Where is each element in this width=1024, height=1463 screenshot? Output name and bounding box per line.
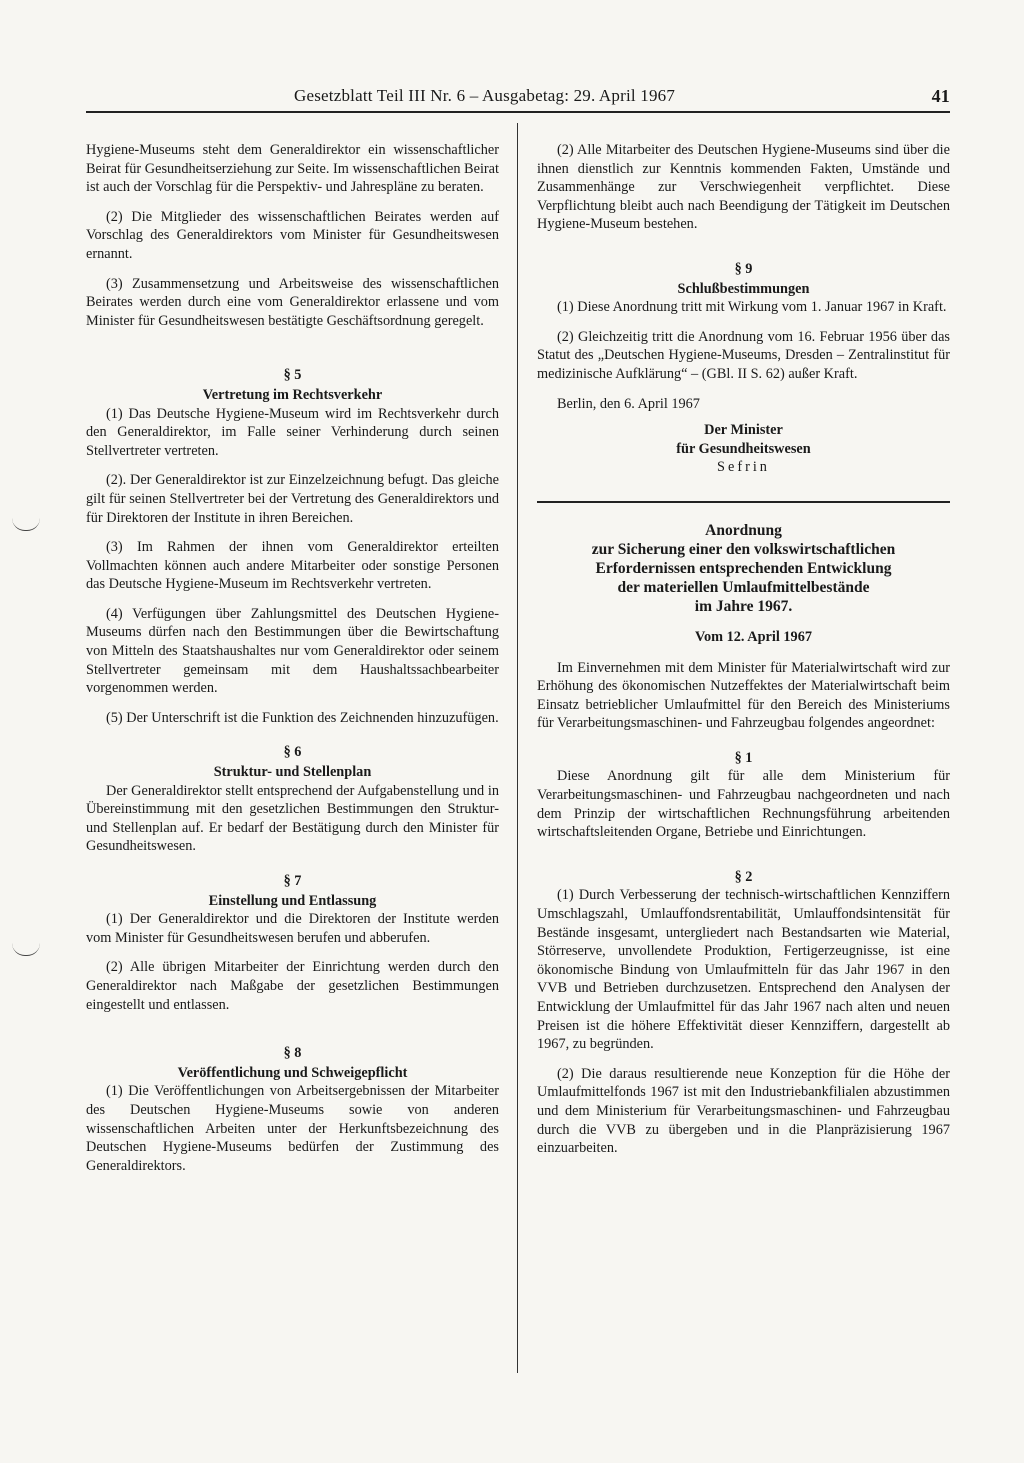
header-title: Gesetzblatt Teil III Nr. 6 – Ausgabetag: 29. April 1967 bbox=[294, 86, 676, 105]
section-heading: Vertretung im Rechtsverkehr bbox=[202, 386, 383, 403]
section-sign: § 7 bbox=[283, 873, 302, 889]
paragraph: (2) Die Mitglieder des wissenschaftlichen Beirates werden auf Vorschlag des Generaldirektors vom Minister für Gesundheitswesen ernannt. bbox=[86, 208, 499, 262]
ordinance-title-line: Anordnung bbox=[705, 521, 782, 539]
paragraph: (3) Zusammensetzung und Arbeitsweise des wissenschaftlichen Beirates werden durch eine vom Generaldirektor erlassene und vom Minister für Gesundheitswesen bestätigte Geschäftsordnung geregelt. bbox=[86, 275, 499, 329]
ordinance-date: Vom 12. April 1967 bbox=[694, 628, 813, 645]
section-sign: § 9 bbox=[734, 260, 753, 277]
right-column bbox=[537, 141, 950, 1158]
paragraph: (1) Diese Anordnung tritt mit Wirkung vom 1. Januar 1967 in Kraft. bbox=[557, 299, 947, 316]
section-heading: Veröffentlichung und Schweigepflicht bbox=[177, 1064, 408, 1081]
paragraph: (1) Die Veröffentlichungen von Arbeitsergebnissen der Mitarbeiter des Deutschen Hygiene-Museums sowie von anderen wissenschaftlichen Arbeiten unter der Herkunftsbezeichnung des Deutschen Hygiene-Museums bedürfen der Zustimmung des Generaldirektors. bbox=[86, 1083, 499, 1174]
ordinance-title-line: Erfordernissen entsprechenden Entwicklung bbox=[595, 559, 892, 577]
column-divider bbox=[517, 123, 518, 1373]
signature-title: Der Minister bbox=[704, 422, 783, 439]
place-date: Berlin, den 6. April 1967 bbox=[557, 395, 700, 412]
section-heading: Einstellung und Entlassung bbox=[208, 892, 377, 909]
ordinance-title bbox=[537, 521, 950, 616]
section-sign: § 8 bbox=[283, 1045, 302, 1062]
paragraph: (2) Die daraus resultierende neue Konzeption für die Höhe der Umlaufmittelfonds 1967 ist mit den Industriebankfilialen abzustimmen und dem Ministerium für Verarbeitungsmaschinen- und Fahrzeugbau durch die VVB zu übergeben und in die Planpräzisierung 1967 einzuarbeiten. bbox=[537, 1065, 950, 1157]
section-sign: § 5 bbox=[283, 367, 302, 384]
ordinance-title-line: der materiellen Umlaufmittelbestände bbox=[617, 578, 870, 596]
paragraph: (4) Verfügungen über Zahlungsmittel des Deutschen Hygiene-Museums dürfen nach den Bestimmungen über die Bewirtschaftung von Mitteln des Staatshaushaltes nur vom Generaldirektor oder seinem Stellvertreter gemeinsam mit dem Haushaltssachbearbeiter vorgenommen werden. bbox=[86, 605, 499, 697]
section-sign: § 6 bbox=[283, 744, 302, 761]
margin-check-mark bbox=[12, 943, 40, 956]
paragraph: (1) Der Generaldirektor und die Direktoren der Institute werden vom Minister für Gesundheitswesen berufen und abberufen. bbox=[86, 911, 499, 946]
paragraph: Diese Anordnung gilt für alle dem Ministerium für Verarbeitungsmaschinen- und Fahrzeugbau nachgeordneten und nach dem Prinzip der wirtschaftlichen Rechnungsführung arbeitenden wirtschaftsleitenden Organe, Betriebe und Einrichtungen. bbox=[537, 768, 950, 841]
paragraph: Hygiene-Museums steht dem Generaldirektor ein wissenschaftlicher Beirat für Gesundheitserziehung zur Seite. Im wissenschaftlichen Beirat ist auch der Vorschlag für die Perspektiv- und Jahrespläne zu beraten. bbox=[86, 142, 499, 196]
paragraph: Im Einvernehmen mit dem Minister für Materialwirtschaft wird zur Erhöhung des ökonomischen Nutzeffektes der Materialwirtschaft beim Einsatz betrieblicher Umlaufmittel für den Bereich des Ministeriums für Verarbeitungsmaschinen- und Fahrzeugbau folgendes angeordnet: bbox=[537, 659, 950, 732]
ordinance-title-line: im Jahre 1967. bbox=[694, 597, 793, 615]
section-rule bbox=[537, 501, 950, 503]
paragraph: (2) Gleichzeitig tritt die Anordnung vom 16. Februar 1956 über das Statut des „Deutschen Hygiene-Museums, Dresden – Zentralinstitut für medizinische Aufklärung“ – (GBl. II S. 62) außer Kraft. bbox=[537, 328, 950, 382]
section-sign: § 1 bbox=[734, 749, 753, 766]
paragraph: (2). Der Generaldirektor ist zur Einzelzeichnung befugt. Das gleiche gilt für seinen Stellvertreter bei der Vertretung des Generaldirektors und für Direktoren der Institute in ihren Bereichen. bbox=[86, 472, 499, 526]
left-column bbox=[86, 141, 499, 1175]
paragraph: (3) Im Rahmen der ihnen vom Generaldirektor erteilten Vollmachten können auch andere Mitarbeiter oder sonstige Personen das Deutsche Hygiene-Museum im Rechtsverkehr vertreten. bbox=[86, 539, 499, 593]
section-heading: Schlußbestimmungen bbox=[677, 280, 810, 297]
ordinance-title-line: zur Sicherung einer den volkswirtschaftlichen bbox=[591, 540, 896, 558]
margin-check-mark bbox=[12, 518, 40, 531]
page-number: 41 bbox=[931, 86, 950, 106]
section-sign: § 2 bbox=[734, 868, 753, 885]
section-heading: Struktur- und Stellenplan bbox=[213, 764, 372, 781]
paragraph: (2) Alle übrigen Mitarbeiter der Einrichtung werden durch den Generaldirektor nach Maßgabe der gesetzlichen Bestimmungen eingestellt und entlassen. bbox=[86, 959, 499, 1013]
paragraph: Der Generaldirektor stellt entsprechend der Aufgabenstellung und in Übereinstimmung mit den gesetzlichen Bestimmungen den Struktur- und Stellenplan auf. Er bedarf der Bestätigung durch den Minister für Gesundheitswesen. bbox=[86, 782, 499, 855]
paragraph: (1) Das Deutsche Hygiene-Museum wird im Rechtsverkehr durch den Generaldirektor, im Falle seiner Verhinderung durch seinen Stellvertreter vertreten. bbox=[86, 405, 499, 459]
paragraph: (5) Der Unterschrift ist die Funktion des Zeichnenden hinzuzufügen. bbox=[106, 709, 499, 726]
header-rule bbox=[86, 111, 950, 113]
paragraph: (2) Alle Mitarbeiter des Deutschen Hygiene-Museums sind über die ihnen dienstlich zur Kenntnis kommenden Fakten, Umstände und Zusammenhänge zur Verschwiegenheit verpflichtet. Diese Verpflichtung bleibt auch nach Beendigung der Tätigkeit im Deutschen Hygiene-Museum bestehen. bbox=[537, 142, 950, 233]
signature-title: für Gesundheitswesen bbox=[676, 440, 811, 457]
paragraph: (1) Durch Verbesserung der technisch-wirtschaftlichen Kennziffern Umschlagszahl, Umlauffondsrentabilität, Umlauffondsintensität für Bestände insgesamt, untergliedert nach Bestandsarten wie Material, Störreserve, unvollendete Produktion, Fertigerzeugnisse, ist eine ökonomische Bindung von Umlaufmitteln für das Jahr 1967 in den VVB und Betrieben durchzusetzen. Entsprechend den Analysen der Entwicklung der Umlaufmittel für das Jahr 1967 nach alten und neuen Preisen ist die höhere Effektivität dieser Kennziffern, dargestellt ab 1967, zu begründen. bbox=[537, 887, 950, 1053]
signature-name: Sefrin bbox=[717, 459, 770, 476]
